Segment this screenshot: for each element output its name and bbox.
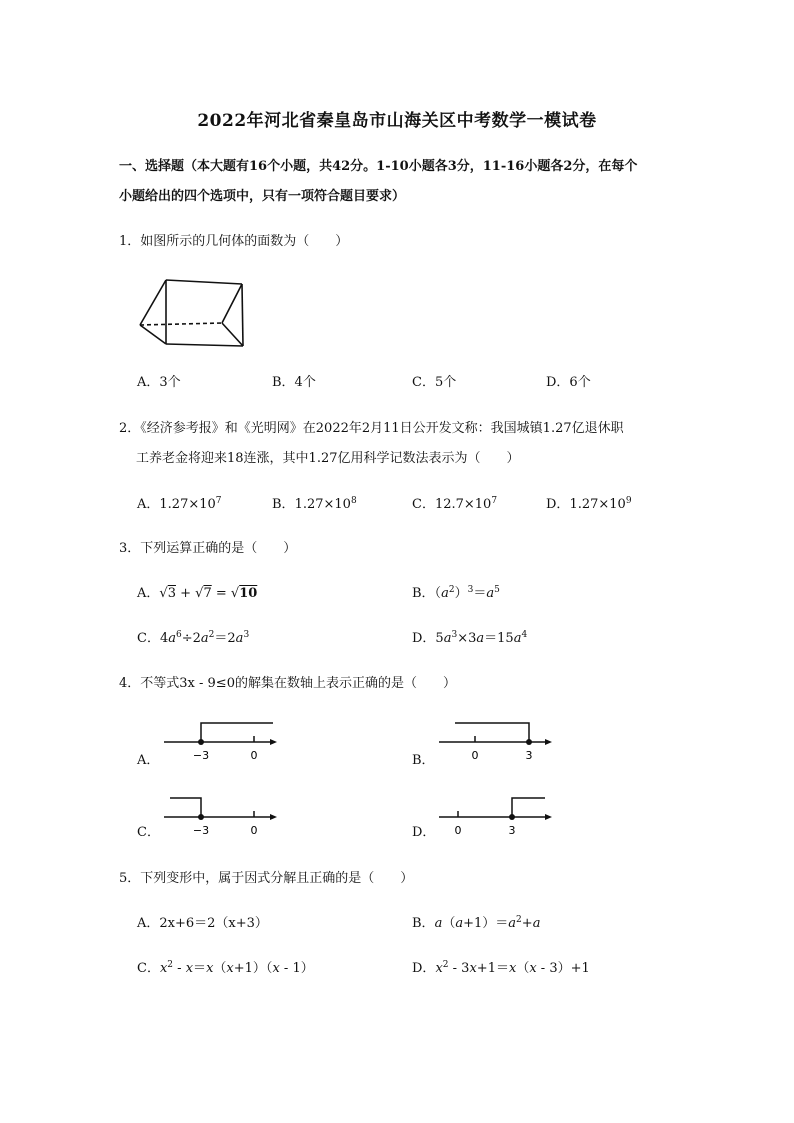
q5-option-b: B．$a(a+1)=a^2+a$ — [412, 915, 541, 931]
tick-label: 0 — [250, 824, 258, 837]
axis-arrow — [545, 814, 552, 820]
q4-option-c-label: C． — [137, 825, 160, 840]
q4-option-d-label: D． — [412, 825, 436, 840]
axis-arrow — [270, 814, 277, 820]
q1-option-b: B．4个 — [272, 375, 316, 390]
q3-stem: 3．下列运算正确的是（ ） — [119, 541, 297, 556]
section-heading-line1: 一、选择题（本大题有16个小题，共42分。1-10小题各3分，11-16小题各2分，在每个 — [119, 159, 638, 174]
q1-option-c: C．5个 — [412, 375, 457, 390]
axis-arrow — [545, 739, 552, 745]
tick-label: 0 — [471, 749, 479, 762]
closed-point — [198, 739, 204, 745]
q4-option-d-numberline — [435, 790, 560, 840]
page-title: 2022年河北省秦皇岛市山海关区中考数学一模试卷 — [197, 111, 597, 131]
q2-option-d: D．$1.27\times 10^9$ — [546, 496, 632, 512]
closed-point — [526, 739, 532, 745]
q1-option-a: A．3个 — [137, 375, 181, 390]
closed-point — [509, 814, 515, 820]
q2-option-a: A．$1.27\times 10^7$ — [137, 496, 222, 512]
axis-arrow — [270, 739, 277, 745]
q5-stem: 5．下列变形中，属于因式分解且正确的是（ ） — [119, 871, 414, 886]
q1-option-d: D．6个 — [546, 375, 591, 390]
q2-option-c: C．$12.7\times 10^7$ — [412, 496, 498, 512]
tick-label: 3 — [525, 749, 533, 762]
q2-option-b: B．$1.27\times 10^8$ — [272, 496, 357, 512]
sqrt-symbol: √ — [230, 586, 240, 601]
solution-bracket — [455, 723, 529, 742]
q5-option-d: D．$x^2 - 3x+1=x(x - 3)+1$ — [412, 960, 590, 976]
q3-option-b: B．$(a^2)^3=a^5$ — [412, 585, 500, 601]
prism-edge — [140, 280, 166, 325]
prism-edge — [140, 325, 166, 344]
q2-stem-line2: 工养老金将迎来18连涨，其中1.27亿用科学记数法表示为（ ） — [136, 451, 520, 466]
q1-prism-figure — [130, 268, 255, 358]
prism-edge — [222, 284, 242, 323]
solution-bracket — [512, 798, 545, 817]
sqrt-symbol: √ — [159, 586, 168, 601]
q5-option-c: C．$x^2 - x=x(x+1)(x - 1)$ — [137, 960, 314, 976]
tick-label: 0 — [454, 824, 462, 837]
q4-option-a-label: A． — [137, 753, 160, 768]
q4-option-b-numberline — [435, 715, 560, 765]
q4-option-a-numberline — [160, 715, 285, 765]
tick-label: −3 — [192, 749, 210, 762]
q5-option-a: A．2x+6＝2（x+3） — [137, 916, 268, 931]
prism-hidden-edge — [140, 323, 222, 325]
q3-option-d: D．$5a^3\times 3a=15a^4$ — [412, 630, 528, 646]
prism-edge — [242, 284, 243, 346]
sqrt-symbol: √ — [195, 586, 204, 601]
q3-option-c: C．$4a^6\div 2a^2=2a^3$ — [137, 630, 250, 646]
q1-stem: 1．如图所示的几何体的面数为（ ） — [119, 234, 349, 249]
q4-option-b-label: B． — [412, 753, 435, 768]
solution-bracket — [170, 798, 201, 817]
q4-option-c-numberline — [160, 790, 285, 840]
tick-label: 3 — [508, 824, 516, 837]
tick-label: −3 — [192, 824, 210, 837]
closed-point — [198, 814, 204, 820]
solution-bracket — [201, 723, 273, 742]
section-heading-line2: 小题给出的四个选项中，只有一项符合题目要求） — [119, 189, 406, 204]
tick-label: 0 — [250, 749, 258, 762]
q2-stem-line1: 2．《经济参考报》和《光明网》在2022年2月11日公开发文称：我国城镇1.27亿退休职 — [119, 421, 624, 436]
q4-stem: 4．不等式3x - 9≤0的解集在数轴上表示正确的是（ ） — [119, 676, 456, 691]
prism-edge — [222, 323, 243, 346]
q3-option-a: A．√3 + √7 = √10 — [137, 586, 258, 601]
prism-edge — [166, 344, 243, 346]
prism-edge — [166, 280, 242, 284]
